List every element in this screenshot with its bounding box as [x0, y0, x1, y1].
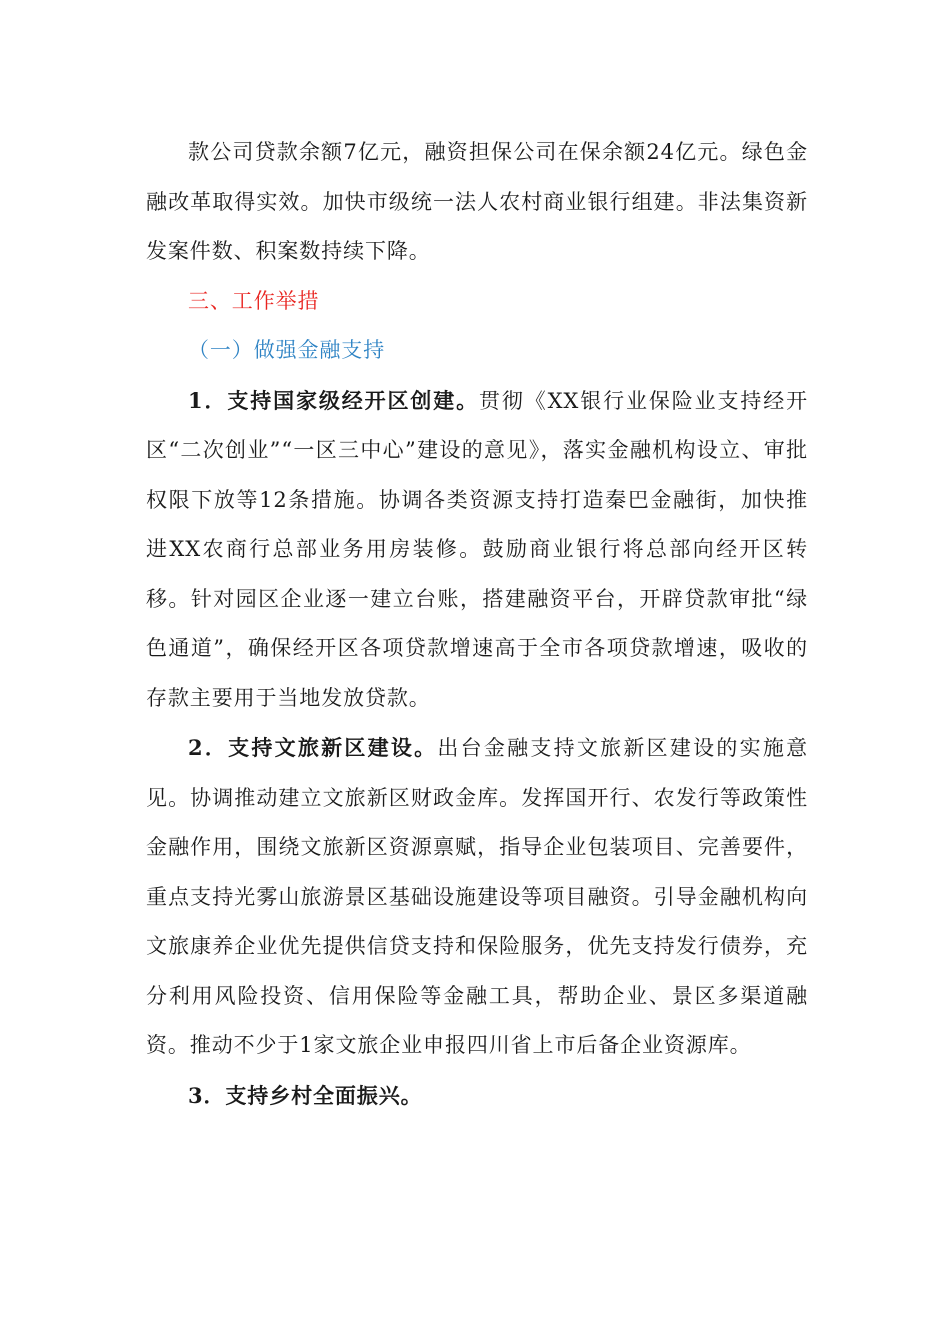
item-2-body: 出台金融支持文旅新区建设的实施意见。协调推动建立文旅新区财政金库。发挥国开行、农发行等政策性金融作用，围绕文旅新区资源禀赋，指导企业包装项目、完善要件，重点支持光雾山旅游景区基础设施建设等项目融资。引导金融机构向文旅康养企业优先提供信贷支持和保险服务，优先支持发行债券，充分利用风险投资、信用保险等金融工具，帮助企业、景区多渠道融资。推动不少于1家文旅企业申报四川省上市后备企业资源库。	[146, 736, 808, 1057]
item-3-title: 3．支持乡村全面振兴。	[188, 1082, 423, 1108]
item-2-paragraph	[146, 723, 808, 1071]
item-1-paragraph	[146, 376, 808, 724]
item-1-body: 贯彻《XX银行业保险业支持经开区“二次创业”“一区三中心”建设的意见》，落实金融机构设立、审批权限下放等12条措施。协调各类资源支持打造秦巴金融街，加快推进XX农商行总部业务用房装修。鼓励商业银行将总部向经开区转移。针对园区企业逐一建立台账，搭建融资平台，开辟贷款审批“绿色通道”，确保经开区各项贷款增速高于全市各项贷款增速，吸收的存款主要用于当地发放贷款。	[146, 388, 808, 710]
item-2-title: 2．支持文旅新区建设。	[188, 735, 438, 760]
document-body	[146, 128, 808, 1121]
item-3-paragraph	[146, 1071, 808, 1122]
section-heading: 三、工作举措	[188, 288, 320, 313]
paragraph-continuation: 款公司贷款余额7亿元，融资担保公司在保余额24亿元。绿色金融改革取得实效。加快市级统一法人农村商业银行组建。非法集资新发案件数、积案数持续下降。	[146, 140, 808, 263]
item-1-title: 1．支持国家级经开区创建。	[188, 387, 479, 413]
subsection-heading: （一）做强金融支持	[188, 338, 386, 362]
